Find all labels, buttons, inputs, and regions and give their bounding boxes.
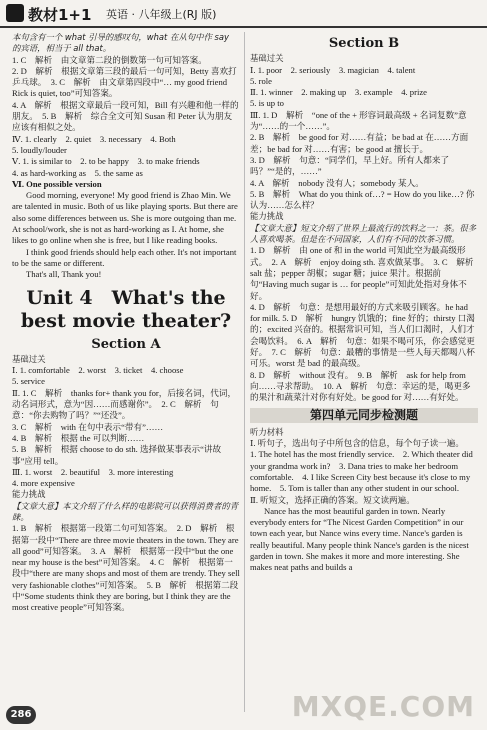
answer-line: Ⅰ. 听句子，选出句子中所包含的信息，每个句子读一遍。: [250, 438, 464, 449]
answer-line: 5. role: [250, 75, 272, 86]
listening-text: Nance has the most beautiful garden in town. Nearly everybody enters for “The Nicest Garden Competition” in our town each year, but Nance wins every time. Nance's garden is really beautiful. Many people think Nance's garden is the nicest garden in town. She makes it more and more interesting. She makes neat paths and builds a: [250, 505, 469, 573]
answer-line: 3. D 解析 句意：“同学们，早上好。所有人都来了吗？”“是的，……”: [250, 154, 450, 177]
answer-line: Ⅳ. 1. clearly 2. quiet 3. necessary 4. Both: [12, 133, 176, 144]
section-label: 基础过关: [12, 353, 46, 364]
section-label: 听力材料: [250, 426, 284, 437]
essay-paragraph: I think good friends should help each other. It's not important to be the same or different.: [12, 246, 237, 268]
left-column: [12, 32, 240, 614]
test-title: 第四单元同步检测题: [250, 408, 478, 423]
article-summary: 【文章大意】短文介绍了世界上最流行的饮料之一：茶。很多人喜欢喝茶。但是在不同国家，人们有不同的饮茶习惯。: [250, 222, 477, 245]
answer-line: 5. service: [12, 376, 45, 387]
answer-line: Ⅲ. 1. D 解析 “one of the + 形容词最高级 + 名词复数”意为“……的一个……”。: [250, 109, 467, 132]
book-title: 教材1+1: [28, 6, 92, 24]
answer-line: 4. A 解析 nobody 没有人；somebody 某人。: [250, 177, 424, 188]
answer-line: 4. as hard-working as 5. the same as: [12, 167, 143, 178]
answer-line: Ⅴ. 1. is similar to 2. to be happy 3. to make friends: [12, 156, 200, 167]
section-label: 能力挑战: [250, 211, 284, 222]
answer-note: 本句含有一个 what 引导的感叹句，what 在从句中作 say 的宾语，相当于 all that。: [12, 32, 229, 54]
answer-line: 5. is up to: [250, 98, 284, 109]
answer-heading: Ⅵ. One possible version: [12, 178, 102, 189]
answer-line: 4. B 解析 根据 the 可以判断……: [12, 432, 145, 443]
essay-paragraph: Good morning, everyone! My good friend is Zhao Min. We are talented in music. Both of us like playing sports. But there are also some differences between us. She is more outgoing than me. At school/work, she is not as hard-working as I. At home, she likes to go online when she is free, but I like reading books.: [12, 190, 238, 246]
answer-line: 1. B 解析 根据第一段第二句可知答案。 2. D 解析 根据第一段中“There are three movie theaters in the town. They are all good”可知答案。 3. A 解析 根据第一段中“but the one near my house is the best”可知答案。 4. C 解析 根据第一段中“there are many shops and most of them are trendy. They sell very fashionable clothes”可知答案。 5. B 解析 根据第二段中“Some students think they are boring, but I think they are the most creative people”可知答案。: [12, 523, 240, 613]
answer-line: Ⅱ. 1. winner 2. making up 3. example 4. prize: [250, 87, 427, 98]
essay-paragraph: That's all, Thank you!: [26, 269, 102, 280]
watermark: MXQE.COM: [291, 690, 475, 723]
section-a-title: Section A: [91, 336, 161, 352]
section-label: 基础过关: [250, 53, 284, 64]
answer-line: 8. D 解析 without 没有。 9. B 解析 ask for help from 向……寻求帮助。 10. A 解析 句意：幸运的是，喝更多的果汁和蔬菜汁对你有好处。be good for 对……有好处。: [250, 369, 471, 403]
right-column: [250, 32, 483, 574]
answer-line: 3. C 解析 with 在句中表示“带有”……: [12, 421, 164, 432]
answer-line: Ⅱ. 1. C 解析 thanks for+ thank you for，后接名词，代词，动名词形式，意为“因……而感谢你”。 2. C 解析 句意：“你去购物了吗？”“还没”。: [12, 387, 237, 421]
answer-line: 4. D 解析 句意：是想用最好的方式来吸引顾客。he had for milk. 5. D 解析 hungry 饥饿的；fine 好的；thirsty 口渴的；excited 兴奋的。根据常识可知，当人们口渴时，人们才会喝饮料。 6. A 解析 句意：如果不喝可乐，你会感觉更好。 7. C 解析 句意：最糟的事情是一些人每天都喝八杯可乐。worst 是 bad 的最高级。: [250, 301, 475, 369]
answer-line: Ⅰ. 1. poor 2. seriously 3. magician 4. talent: [250, 64, 416, 75]
page-header: [0, 0, 487, 30]
book-logo-icon: [6, 4, 24, 22]
answer-line: 2. D 解析 根据文章第三段的最后一句可知，Betty 喜欢打乒乓球。 3. C 解析 由文章第四段中“… my good friend Rick is quiet, too”可知答案。: [12, 65, 237, 99]
column-divider: [244, 32, 245, 712]
answer-line: 4. more expensive: [12, 478, 75, 489]
article-summary: 【文章大意】本文介绍了什么样的电影院可以获得消费者的青睐。: [12, 500, 239, 522]
answer-line: 5. B 解析 What do you think of…? = How do you like…? 你认为……怎么样？: [250, 188, 475, 211]
header-rule: [0, 26, 487, 28]
section-label: 能力挑战: [12, 489, 46, 500]
answer-line: Ⅰ. 1. comfortable 2. worst 3. ticket 4. choose: [12, 365, 184, 376]
answer-line: 1. C 解析 由文章第二段的倒数第一句可知答案。: [12, 54, 207, 65]
answer-line: 2. B 解析 be good for 对……有益；be bad at 在……方面差；be bad for 对……有害；be good at 擅长于。: [250, 132, 469, 154]
subject-label: 英语 · 八年级上(RJ 版): [106, 8, 217, 21]
unit-title: Unit 4 What's the best movie theater?: [20, 286, 232, 332]
answer-line: 5. B 解析 根据 choose to do sth. 选择做某事表示“讲故事”应用 tell。: [12, 444, 222, 466]
answer-line: 5. loudly/louder: [12, 144, 67, 155]
answer-line: Ⅲ. 1. worst 2. beautiful 3. more interesting: [12, 466, 174, 477]
answer-line: 4. A 解析 根据文章最后一段可知，Bill 有兴趣和他一样的朋友。 5. B 解析 综合全文可知 Susan 和 Peter 认为朋友应该有相似之处。: [12, 99, 239, 133]
section-b-title: Section B: [328, 36, 400, 51]
answer-line: Ⅱ. 听短文，选择正确的答案。短文读两遍。: [250, 494, 415, 505]
answer-line: 1. D 解析 由 one of 和 in the world 可知此空为最高级形式。 2. A 解析 enjoy doing sth. 喜欢做某事。 3. C 解析 salt 盐；pepper 胡椒；sugar 糖；juice 果汁。根据前句“Having much sugar is … for people”可知此处指对身体不好。: [250, 245, 483, 301]
listening-text: 1. The hotel has the most friendly service. 2. Which theater did your grandma work in? 3. Dana tries to make her bedroom comfortable. 4. I like Screen City best because it's close to my home. 5. Tom is taller than any other student in our school.: [250, 449, 473, 494]
page-number: 286: [6, 706, 36, 724]
